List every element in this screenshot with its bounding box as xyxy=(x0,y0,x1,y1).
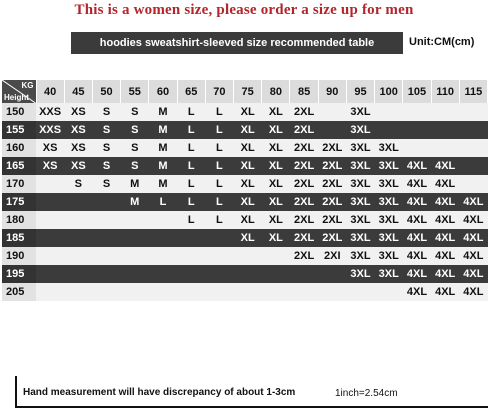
size-cell: 2XL xyxy=(290,139,318,157)
size-cell xyxy=(92,283,120,301)
height-cell: 170 xyxy=(2,175,36,193)
size-cell: S xyxy=(92,103,120,121)
size-cell: S xyxy=(121,157,149,175)
size-cell: XL xyxy=(234,121,262,139)
weight-header: 105 xyxy=(403,80,431,103)
size-cell: M xyxy=(149,157,177,175)
size-cell: L xyxy=(149,193,177,211)
weight-header: 110 xyxy=(431,80,459,103)
size-cell xyxy=(64,229,92,247)
size-cell xyxy=(92,193,120,211)
height-cell: 180 xyxy=(2,211,36,229)
size-cell: 4XL xyxy=(403,157,431,175)
weight-header: 45 xyxy=(64,80,92,103)
size-cell: 2XL xyxy=(290,247,318,265)
size-cell: 2XL xyxy=(318,175,346,193)
size-cell: S xyxy=(121,121,149,139)
size-cell: XS xyxy=(64,139,92,157)
size-cell xyxy=(431,103,459,121)
size-cell: XL xyxy=(262,175,290,193)
size-cell xyxy=(92,229,120,247)
kg-label: KG xyxy=(21,81,34,90)
table-row xyxy=(2,283,488,301)
height-cell: 175 xyxy=(2,193,36,211)
size-cell: 4XL xyxy=(403,247,431,265)
size-cell: 2XL xyxy=(318,229,346,247)
table-row xyxy=(2,121,488,139)
size-cell: L xyxy=(205,175,233,193)
size-cell xyxy=(375,103,403,121)
size-cell: XL xyxy=(262,121,290,139)
size-cell: 4XL xyxy=(459,247,487,265)
size-cell xyxy=(375,283,403,301)
size-cell: 2XL xyxy=(318,211,346,229)
table-row xyxy=(2,103,488,121)
size-cell: 4XL xyxy=(431,211,459,229)
size-cell: XL xyxy=(262,157,290,175)
size-cell xyxy=(459,175,487,193)
size-cell xyxy=(205,283,233,301)
size-cell: 3XL xyxy=(346,265,374,283)
weight-header: 75 xyxy=(234,80,262,103)
size-cell: XL xyxy=(234,211,262,229)
size-cell: L xyxy=(205,103,233,121)
size-cell xyxy=(149,265,177,283)
weight-header: 80 xyxy=(262,80,290,103)
size-cell xyxy=(177,229,205,247)
height-cell: 155 xyxy=(2,121,36,139)
size-cell: 3XL xyxy=(375,175,403,193)
size-cell: 4XL xyxy=(403,175,431,193)
size-cell: 4XL xyxy=(431,193,459,211)
size-cell: M xyxy=(149,139,177,157)
size-cell: XL xyxy=(234,157,262,175)
size-cell xyxy=(36,193,64,211)
size-cell xyxy=(318,103,346,121)
size-cell xyxy=(318,283,346,301)
size-cell: 4XL xyxy=(431,229,459,247)
size-cell: 3XL xyxy=(375,211,403,229)
size-cell: S xyxy=(64,175,92,193)
size-cell: 3XL xyxy=(346,121,374,139)
size-cell xyxy=(92,247,120,265)
table-row xyxy=(2,265,488,283)
size-cell: 3XL xyxy=(375,247,403,265)
height-label: Height xyxy=(4,93,29,102)
size-cell: XS xyxy=(36,139,64,157)
size-cell: L xyxy=(177,211,205,229)
size-cell: XXS xyxy=(36,103,64,121)
size-cell xyxy=(234,283,262,301)
weight-header: 60 xyxy=(149,80,177,103)
size-cell: XL xyxy=(262,211,290,229)
size-cell: 2XL xyxy=(290,229,318,247)
size-cell xyxy=(149,229,177,247)
size-cell: 2XL xyxy=(290,121,318,139)
size-cell xyxy=(318,121,346,139)
size-cell: XS xyxy=(36,157,64,175)
size-cell xyxy=(64,247,92,265)
size-cell: 2XL xyxy=(290,103,318,121)
size-cell: 3XL xyxy=(375,229,403,247)
size-cell xyxy=(234,247,262,265)
weight-header: 85 xyxy=(290,80,318,103)
size-cell: L xyxy=(177,193,205,211)
height-cell: 205 xyxy=(2,283,36,301)
size-cell: 3XL xyxy=(346,211,374,229)
size-cell: 4XL xyxy=(403,265,431,283)
size-cell: M xyxy=(121,193,149,211)
size-cell: L xyxy=(205,193,233,211)
inch-conversion-note: 1inch=2.54cm xyxy=(335,388,398,399)
size-cell xyxy=(205,265,233,283)
size-cell: XS xyxy=(64,103,92,121)
size-cell: M xyxy=(149,121,177,139)
footer-note: Hand measurement will have discrepancy of about 1-3cm xyxy=(23,387,296,398)
size-cell xyxy=(36,175,64,193)
size-cell xyxy=(459,103,487,121)
size-cell: S xyxy=(92,157,120,175)
size-cell xyxy=(262,247,290,265)
size-cell: XL xyxy=(234,193,262,211)
size-cell: XL xyxy=(262,139,290,157)
kg-height-corner xyxy=(2,80,36,103)
size-cell: 3XL xyxy=(346,247,374,265)
size-cell xyxy=(177,265,205,283)
size-cell xyxy=(64,265,92,283)
height-cell: 150 xyxy=(2,103,36,121)
size-cell xyxy=(375,121,403,139)
weight-header: 55 xyxy=(121,80,149,103)
size-cell: XL xyxy=(234,229,262,247)
size-cell: 4XL xyxy=(459,211,487,229)
height-cell: 165 xyxy=(2,157,36,175)
size-cell: XS xyxy=(64,157,92,175)
size-cell: M xyxy=(149,103,177,121)
size-cell xyxy=(36,229,64,247)
size-cell: 4XL xyxy=(403,229,431,247)
size-cell: L xyxy=(205,121,233,139)
size-cell: 4XL xyxy=(459,229,487,247)
size-cell xyxy=(431,121,459,139)
size-cell: XL xyxy=(234,103,262,121)
table-row xyxy=(2,211,488,229)
size-cell xyxy=(149,283,177,301)
size-cell xyxy=(431,139,459,157)
size-table xyxy=(2,80,488,301)
size-cell xyxy=(149,247,177,265)
size-cell: L xyxy=(205,139,233,157)
size-cell xyxy=(290,265,318,283)
size-cell: L xyxy=(177,103,205,121)
size-cell: 4XL xyxy=(431,157,459,175)
unit-label: Unit:CM(cm) xyxy=(409,36,475,48)
size-cell: 3XL xyxy=(346,103,374,121)
size-cell xyxy=(64,283,92,301)
height-cell: 190 xyxy=(2,247,36,265)
size-cell: 3XL xyxy=(375,139,403,157)
size-cell: 2XL xyxy=(290,193,318,211)
size-cell: M xyxy=(149,175,177,193)
height-cell: 185 xyxy=(2,229,36,247)
size-cell: 3XL xyxy=(346,175,374,193)
size-cell: L xyxy=(177,139,205,157)
size-cell: 3XL xyxy=(375,193,403,211)
weight-header: 50 xyxy=(92,80,120,103)
size-cell: 2XL xyxy=(290,157,318,175)
size-cell: 4XL xyxy=(403,283,431,301)
size-cell: 4XL xyxy=(431,175,459,193)
height-cell: 195 xyxy=(2,265,36,283)
size-cell: XXS xyxy=(36,121,64,139)
size-cell xyxy=(205,247,233,265)
size-cell: 3XL xyxy=(346,229,374,247)
size-cell: S xyxy=(121,139,149,157)
size-cell: 4XL xyxy=(431,283,459,301)
size-cell: 2XL xyxy=(290,175,318,193)
size-cell: 2XL xyxy=(290,211,318,229)
weight-header: 100 xyxy=(375,80,403,103)
weight-header-row xyxy=(2,80,488,103)
size-cell xyxy=(318,265,346,283)
size-cell xyxy=(403,121,431,139)
size-cell xyxy=(121,229,149,247)
size-cell xyxy=(403,139,431,157)
table-row xyxy=(2,175,488,193)
size-cell: L xyxy=(177,157,205,175)
size-cell xyxy=(459,139,487,157)
size-cell: XS xyxy=(64,121,92,139)
size-cell xyxy=(346,283,374,301)
size-cell: 3XL xyxy=(346,157,374,175)
size-cell xyxy=(177,247,205,265)
size-cell: S xyxy=(121,103,149,121)
top-note: This is a women size, please order a size up for men xyxy=(74,2,414,18)
size-cell: 2XL xyxy=(318,193,346,211)
size-cell: L xyxy=(205,157,233,175)
table-row xyxy=(2,193,488,211)
size-cell: 4XL xyxy=(459,283,487,301)
size-cell xyxy=(403,103,431,121)
size-cell: XL xyxy=(234,175,262,193)
size-cell: 4XL xyxy=(403,211,431,229)
weight-header: 70 xyxy=(205,80,233,103)
size-cell xyxy=(262,283,290,301)
size-cell xyxy=(149,211,177,229)
size-cell xyxy=(92,265,120,283)
weight-header: 40 xyxy=(36,80,64,103)
size-cell: 3XL xyxy=(375,157,403,175)
table-row xyxy=(2,157,488,175)
size-cell xyxy=(262,265,290,283)
table-title: hoodies sweatshirt-sleeved size recommended table xyxy=(71,32,403,54)
size-cell: M xyxy=(121,175,149,193)
weight-header: 90 xyxy=(318,80,346,103)
size-cell xyxy=(36,247,64,265)
height-cell: 160 xyxy=(2,139,36,157)
size-cell: L xyxy=(177,121,205,139)
size-cell xyxy=(121,283,149,301)
size-cell xyxy=(459,157,487,175)
size-cell: XL xyxy=(262,103,290,121)
size-cell: L xyxy=(177,175,205,193)
size-cell xyxy=(234,265,262,283)
size-cell: 2XI xyxy=(318,247,346,265)
weight-header: 95 xyxy=(346,80,374,103)
table-row xyxy=(2,229,488,247)
size-cell: 4XL xyxy=(431,247,459,265)
size-cell: 3XL xyxy=(346,139,374,157)
weight-header: 65 xyxy=(177,80,205,103)
weight-header: 115 xyxy=(459,80,487,103)
size-cell: XL xyxy=(262,193,290,211)
size-cell xyxy=(64,211,92,229)
size-cell: 2XL xyxy=(318,139,346,157)
table-row xyxy=(2,139,488,157)
size-cell: 4XL xyxy=(431,265,459,283)
size-cell xyxy=(121,247,149,265)
size-cell xyxy=(205,229,233,247)
size-cell: 4XL xyxy=(403,193,431,211)
size-cell: L xyxy=(205,211,233,229)
size-cell xyxy=(36,283,64,301)
size-cell xyxy=(64,193,92,211)
size-cell xyxy=(36,211,64,229)
table-row xyxy=(2,247,488,265)
size-cell xyxy=(121,211,149,229)
size-cell: 4XL xyxy=(459,265,487,283)
size-cell: S xyxy=(92,121,120,139)
size-cell xyxy=(459,121,487,139)
size-cell: 3XL xyxy=(346,193,374,211)
size-cell: 3XL xyxy=(375,265,403,283)
size-cell: XL xyxy=(234,139,262,157)
size-cell: XL xyxy=(262,229,290,247)
size-cell: S xyxy=(92,139,120,157)
size-cell xyxy=(177,283,205,301)
size-cell xyxy=(121,265,149,283)
size-cell xyxy=(290,283,318,301)
size-cell: 2XL xyxy=(318,157,346,175)
size-cell: 4XL xyxy=(459,193,487,211)
size-cell xyxy=(36,265,64,283)
size-cell xyxy=(92,211,120,229)
size-cell: S xyxy=(92,175,120,193)
